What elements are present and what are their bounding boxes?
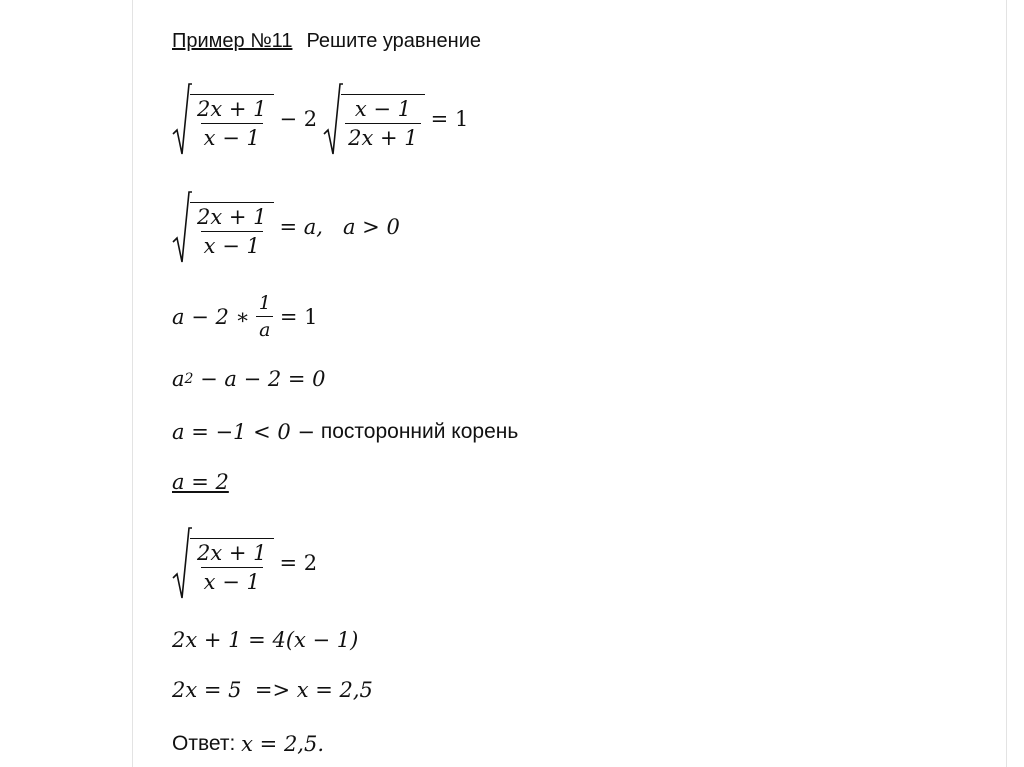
fraction-numerator: 1 xyxy=(258,292,271,314)
quadratic-base: a xyxy=(172,367,185,391)
answer-label: Ответ: xyxy=(172,732,242,755)
radical-4-numerator: 2x + 1 xyxy=(197,541,267,565)
example-label: Пример №11 xyxy=(172,30,293,52)
fraction-denominator: a xyxy=(256,316,273,341)
fraction-1-over-a xyxy=(256,292,274,341)
equation-3-rhs: = 1 xyxy=(279,304,318,329)
slide-right-edge xyxy=(1006,0,1007,767)
radical-3-numerator: 2x + 1 xyxy=(197,205,267,229)
equation-3-lhs: a − 2 ∗ xyxy=(172,304,250,329)
equation-2 xyxy=(172,190,400,264)
radical-1-numerator: 2x + 1 xyxy=(197,97,267,121)
equation-5 xyxy=(172,420,518,444)
equation-8: 2x + 1 = 4(x − 1) xyxy=(172,628,359,652)
equation-4 xyxy=(172,367,326,391)
minus-two: − 2 xyxy=(279,107,318,131)
equation-1 xyxy=(172,82,474,156)
slide-left-edge xyxy=(132,0,133,767)
radical-2-denominator: 2x + 1 xyxy=(345,123,421,150)
answer xyxy=(172,732,324,756)
problem-title xyxy=(172,30,481,53)
quadratic-rest: − a − 2 = 0 xyxy=(193,367,326,391)
radical-1 xyxy=(172,82,274,156)
extraneous-root-text: посторонний корень xyxy=(315,420,519,443)
equation-7-rhs: = 2 xyxy=(279,551,318,575)
radical-4-denominator: x − 1 xyxy=(201,567,263,594)
radical-2 xyxy=(323,82,425,156)
radical-3-denominator: x − 1 xyxy=(201,231,263,258)
equation-1-rhs: = 1 xyxy=(430,107,469,131)
answer-value: x = 2,5. xyxy=(241,732,325,756)
radical-4 xyxy=(172,526,274,600)
equation-6: a = 2 xyxy=(172,470,229,494)
radical-1-denominator: x − 1 xyxy=(201,123,263,150)
quadratic-exponent: 2 xyxy=(184,371,194,387)
equation-9: 2x = 5 => x = 2,5 xyxy=(172,678,373,702)
equation-3 xyxy=(172,292,318,341)
condition: a > 0 xyxy=(342,215,400,239)
radical-3 xyxy=(172,190,274,264)
equation-7 xyxy=(172,526,323,600)
radical-2-numerator: x − 1 xyxy=(354,97,411,121)
root-negative: a = −1 < 0 − xyxy=(172,420,316,444)
substitution: = a, xyxy=(279,215,323,239)
task-text: Решите уравнение xyxy=(306,30,482,52)
